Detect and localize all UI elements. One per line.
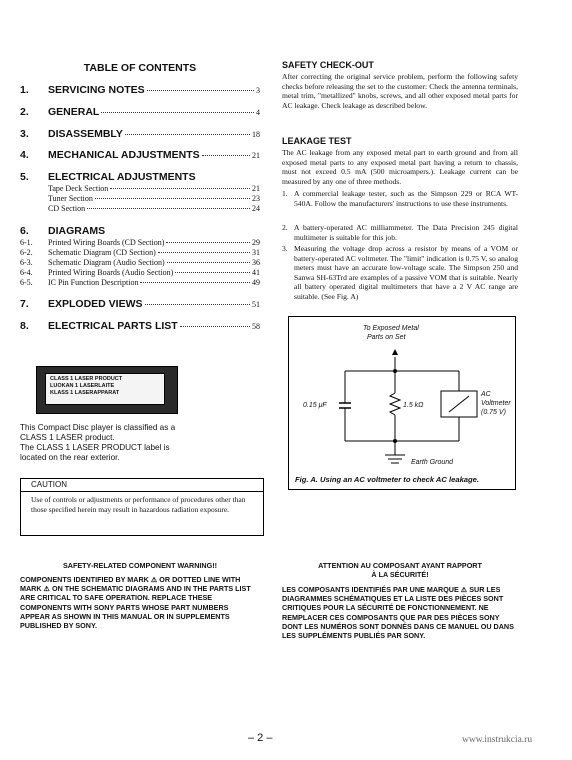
toc-entry-general[interactable] [20,106,260,118]
laser-product-label [36,366,178,414]
figure-caption: Fig. A. Using an AC voltmeter to check AC leakage. [295,475,479,484]
toc-label: Schematic Diagram (Audio Section) [48,258,165,267]
toc-page: 58 [252,322,260,331]
toc-entry-exploded-views[interactable] [20,298,260,310]
toc-page: 4 [256,108,260,117]
toc-number: 7. [20,298,29,310]
toc-subentry-6-4[interactable] [20,268,260,277]
item-number: 2. [282,223,288,232]
toc-label: Printed Wiring Boards (CD Section) [48,238,165,247]
figure-a-box [288,316,516,490]
dot-leader [147,90,254,91]
toc-number: 6-4. [20,268,33,277]
toc-page: 29 [252,238,260,247]
toc-label: Printed Wiring Boards (Audio Section) [48,268,174,277]
caution-title: CAUTION [21,479,263,492]
toc-entry-mechanical-adjustments[interactable] [20,149,260,161]
voltmeter-label: (0.75 V) [481,409,506,416]
text-line: The CLASS 1 LASER PRODUCT label is [20,443,170,452]
ground-label: Earth Ground [411,459,454,466]
website-watermark[interactable]: www.instrukcia.ru [462,735,533,745]
probe-arrow-icon [392,349,398,355]
toc-page: 21 [252,184,260,193]
toc-subentry-cd[interactable] [48,204,260,213]
text-line: This Compact Disc player is classified as a [20,423,176,432]
toc-title: TABLE OF CONTENTS [83,62,197,74]
capacitor-label: 0.15 μF [303,402,327,409]
toc-subentry-6-5[interactable] [20,278,260,287]
safety-checkout-heading: SAFETY CHECK-OUT [282,60,374,70]
text-line: located on the rear exterior. [20,453,120,462]
toc-page: 36 [252,258,260,267]
toc-page: 18 [252,130,260,139]
toc-number: 6-2. [20,248,33,257]
item-text: Measuring the voltage drop across a resistor by means of a VOM or battery-operated AC voltmeter. The "limit" indication is 0.75 V, so analog meters must have an accurate low-voltage scale. The Simpson 250 and Sanwa SH-63Trd are examples of a passive VOM that is suitable. Nearly all battery operated digital multimeters that have a 2 V AC range are suitable. (See Fig. A) [294,244,518,301]
toc-label: EXPLODED VIEWS [48,298,143,310]
toc-number: 1. [20,84,29,96]
dot-leader [175,272,250,273]
safety-checkout-body: After correcting the original service problem, perform the following safety checks before releasing the set to the customer: Check the antenna terminals, metal trim, "metallized" knobs, screws, and all other exposed metal parts for AC leakage. Check leakage as described below. [282,72,518,110]
toc-label: IC Pin Function Description [48,278,139,287]
warning-fr-title-line: ATTENTION AU COMPOSANT AYANT RAPPORT [318,561,482,570]
toc-label: ELECTRICAL PARTS LIST [48,320,178,332]
voltmeter-label: Voltmeter [481,400,511,407]
toc-number: 8. [20,320,29,332]
item-number: 1. [282,189,288,198]
toc-label: SERVICING NOTES [48,84,145,96]
toc-number: 4. [20,149,29,161]
toc-page: 41 [252,268,260,277]
warning-en-body: COMPONENTS IDENTIFIED BY MARK ⚠ OR DOTTED LINE WITH MARK ⚠ ON THE SCHEMATIC DIAGRAMS AND IN THE PARTS LIST ARE CRITICAL TO SAFE OPERATION. REPLACE THESE COMPONENTS WITH SONY PARTS WHOSE PART NUMBERS APPEAR AS SHOWN IN THIS MANUAL OR IN SUPPLEMENTS PUBLISHED BY SONY. [20,575,251,631]
item-text: A commercial leakage tester, such as the Simpson 229 or RCA WT-540A. Follow the manufacturers' instructions to use these instruments. [294,189,518,208]
toc-subentry-6-1[interactable] [20,238,260,247]
toc-entry-electrical-parts-list[interactable] [20,320,260,332]
laser-classification-text [20,423,260,463]
toc-label: Tuner Section [48,194,93,203]
toc-label: Schematic Diagram (CD Section) [48,248,156,257]
toc-label: DISASSEMBLY [48,128,123,140]
toc-label: GENERAL [48,106,100,118]
toc-entry-disassembly[interactable] [20,128,260,140]
warning-fr-title [282,561,518,579]
toc-entry-electrical-adjustments[interactable] [20,171,260,183]
warning-fr-body: LES COMPOSANTS IDENTIFIÉS PAR UNE MARQUE ⚠ SUR LES DIAGRAMMES SCHÉMATIQUES ET LA LISTE DES PIÈCES SONT CRITIQUES POUR LA SÉCURITÉ DE FONCTIONNEMENT. NE REMPLACER CES COMPOSANTS QUE PAR DES PIÈCES SONY DONT LES NUMÉROS SONT DONNÉS DANS CE MANUEL OU DANS LES SUPPLÉMENTS PUBLIÉS PAR SONY. [282,585,514,641]
leakage-test-heading: LEAKAGE TEST [282,136,352,146]
resistor-label: 1.5 kΩ [403,402,424,409]
dot-leader [95,198,250,199]
toc-number: 3. [20,128,29,140]
laser-label-line: KLASS 1 LASERAPPARAT [50,390,120,396]
toc-label: MECHANICAL ADJUSTMENTS [48,149,200,161]
dot-leader [167,262,250,263]
toc-label: CD Section [48,204,86,213]
dot-leader [166,242,250,243]
toc-number: 2. [20,106,29,118]
toc-page: 21 [252,151,260,160]
toc-entry-diagrams[interactable] [20,225,260,237]
toc-label: DIAGRAMS [48,225,106,237]
dot-leader [101,112,254,113]
toc-label: Tape Deck Section [48,184,109,193]
toc-subentry-tape-deck[interactable] [48,184,260,193]
leakage-method-3 [282,244,518,302]
toc-page: 31 [252,248,260,257]
caution-body: Use of controls or adjustments or performance of procedures other than those specified herein may result in hazardous radiation exposure. [31,495,246,514]
leakage-method-1 [282,189,518,208]
toc-label: ELECTRICAL ADJUSTMENTS [48,171,196,183]
dot-leader [180,326,250,327]
text-line: CLASS 1 LASER product. [20,433,115,442]
warning-fr-title-line: À LA SÉCURITÉ! [371,570,429,579]
toc-number: 5. [20,171,29,183]
toc-page: 24 [252,204,260,213]
toc-page: 23 [252,194,260,203]
dot-leader [140,282,250,283]
laser-label-line: CLASS 1 LASER PRODUCT [50,376,123,382]
voltmeter-label: AC [481,391,491,398]
leakage-method-2 [282,223,518,242]
dot-leader [125,134,250,135]
probe-label: Parts on Set [367,334,406,341]
toc-number: 6. [20,225,29,237]
resistor-symbol [390,393,400,415]
leakage-test-body: The AC leakage from any exposed metal part to earth ground and from all exposed metal parts to any exposed metal part having a return to chassis, must not exceed 0.5 mA (500 microampers.). Leakage current can be measured by any one of three methods. [282,148,518,186]
dot-leader [145,304,250,305]
dot-leader [202,155,250,156]
toc-subentry-tuner[interactable] [48,194,260,203]
dot-leader [87,208,250,209]
toc-number: 6-3. [20,258,33,267]
dot-leader [158,252,250,253]
page-number: – 2 – [248,732,273,744]
toc-entry-servicing-notes[interactable] [20,84,260,96]
toc-subentry-6-2[interactable] [20,248,260,257]
warning-en-title: SAFETY-RELATED COMPONENT WARNING!! [63,561,217,570]
dot-leader [110,188,250,189]
item-number: 3. [282,244,288,253]
laser-label-text [45,373,165,405]
toc-number: 6-5. [20,278,33,287]
laser-label-line: LUOKAN 1 LASERLAITE [50,383,115,389]
toc-subentry-6-3[interactable] [20,258,260,267]
toc-number: 6-1. [20,238,33,247]
toc-page: 51 [252,300,260,309]
toc-page: 49 [252,278,260,287]
item-text: A battery-operated AC milliammeter. The Data Precision 245 digital multimeter is suitable for this job. [294,223,518,242]
toc-page: 3 [256,86,260,95]
probe-label: To Exposed Metal [363,325,419,332]
caution-box [20,478,264,536]
